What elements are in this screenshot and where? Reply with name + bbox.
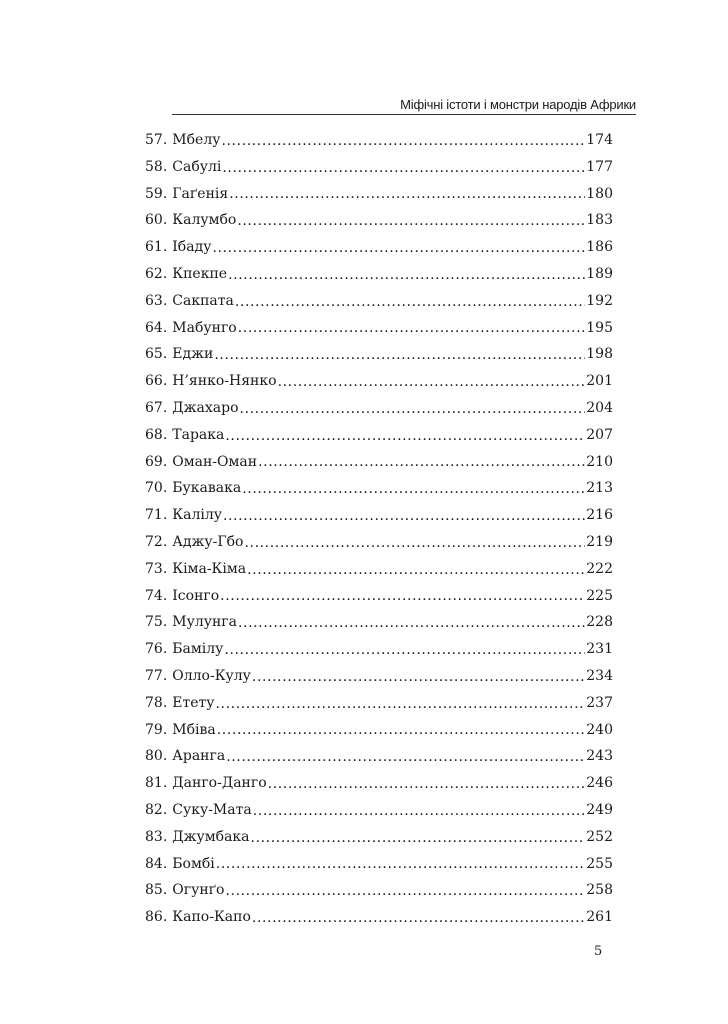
toc-entry-page: 201	[586, 373, 613, 390]
toc-entry-page: 237	[586, 694, 613, 711]
toc-dot-leader	[253, 797, 586, 824]
toc-entry-title: Олло-Кулу	[172, 667, 251, 684]
toc-entry[interactable]	[145, 288, 613, 315]
toc-entry-title: Джахаро	[172, 399, 239, 416]
toc-entry-number: 65.	[145, 346, 168, 363]
toc-dot-leader	[237, 207, 585, 234]
toc-entry-number: 62.	[145, 265, 168, 282]
toc-entry-page: 210	[586, 453, 613, 470]
toc-entry-title: Калумбо	[172, 212, 237, 229]
toc-dot-leader	[222, 154, 585, 181]
toc-dot-leader	[235, 288, 585, 315]
toc-entry-page: 240	[586, 721, 613, 738]
toc-entry-title: Ібаду	[172, 239, 212, 256]
toc-entry-page: 186	[586, 239, 613, 256]
toc-entry-number: 68.	[145, 426, 168, 443]
toc-entry-title: Еджи	[172, 346, 214, 363]
toc-entry-page: 252	[586, 828, 613, 845]
toc-entry-number: 83.	[145, 828, 168, 845]
toc-entry-page: 228	[586, 614, 613, 631]
toc-entry[interactable]	[145, 395, 613, 422]
toc-entry[interactable]	[145, 127, 613, 154]
toc-entry-number: 84.	[145, 855, 168, 872]
toc-entry-page: 243	[586, 748, 613, 765]
toc-entry-number: 73.	[145, 560, 168, 577]
running-header: Міфічні істоти і монстри народів Африки	[400, 97, 636, 112]
toc-dot-leader	[240, 395, 586, 422]
toc-dot-leader	[224, 636, 585, 663]
toc-entry-title: Мабунго	[172, 319, 237, 336]
toc-entry[interactable]	[145, 904, 613, 931]
toc-entry-number: 59.	[145, 185, 168, 202]
toc-entry-title: Капо-Капо	[172, 909, 251, 926]
toc-dot-leader	[216, 851, 585, 878]
toc-entry-title: Сакпата	[172, 292, 234, 309]
toc-dot-leader	[247, 556, 585, 583]
toc-entry-page: 222	[586, 560, 613, 577]
toc-entry-number: 69.	[145, 453, 168, 470]
toc-dot-leader	[221, 127, 585, 154]
table-of-contents	[145, 127, 613, 931]
toc-entry-number: 60.	[145, 212, 168, 229]
toc-entry[interactable]	[145, 636, 613, 663]
toc-entry-title: Аранга	[172, 748, 226, 765]
toc-entry[interactable]	[145, 583, 613, 610]
toc-entry[interactable]	[145, 529, 613, 556]
toc-dot-leader	[214, 341, 585, 368]
toc-entry-page: 183	[586, 212, 613, 229]
toc-dot-leader	[229, 181, 585, 208]
toc-dot-leader	[268, 770, 586, 797]
toc-entry[interactable]	[145, 207, 613, 234]
toc-dot-leader	[225, 877, 585, 904]
toc-entry-page: 231	[586, 641, 613, 658]
toc-entry-page: 198	[586, 346, 613, 363]
toc-entry[interactable]	[145, 877, 613, 904]
toc-entry-page: 213	[586, 480, 613, 497]
toc-entry-page: 195	[586, 319, 613, 336]
toc-entry[interactable]	[145, 234, 613, 261]
toc-entry-title: Оман-Оман	[172, 453, 258, 470]
toc-dot-leader	[238, 609, 585, 636]
toc-entry-number: 63.	[145, 292, 168, 309]
toc-entry-title: Етету	[172, 694, 215, 711]
toc-entry[interactable]	[145, 154, 613, 181]
toc-entry-number: 77.	[145, 667, 168, 684]
toc-dot-leader	[226, 743, 585, 770]
toc-entry-number: 64.	[145, 319, 168, 336]
toc-entry-number: 58.	[145, 158, 168, 175]
toc-entry-number: 75.	[145, 614, 168, 631]
toc-entry-number: 57.	[145, 132, 168, 148]
toc-entry-title: Ісонго	[172, 587, 220, 604]
toc-entry-title: Огунґо	[172, 882, 225, 899]
toc-entry-number: 61.	[145, 239, 168, 256]
toc-entry-title: Мбіва	[172, 721, 216, 738]
toc-entry-title: Калілу	[172, 507, 222, 524]
toc-entry-title: Кіма-Кіма	[172, 560, 247, 577]
toc-entry-page: 249	[586, 801, 613, 818]
toc-dot-leader	[278, 368, 586, 395]
toc-entry[interactable]	[145, 690, 613, 717]
toc-entry-number: 74.	[145, 587, 168, 604]
toc-entry[interactable]	[145, 341, 613, 368]
toc-dot-leader	[251, 824, 586, 851]
toc-entry-number: 82.	[145, 801, 168, 818]
toc-dot-leader	[212, 234, 585, 261]
toc-entry-page: 234	[586, 667, 613, 684]
toc-entry-number: 79.	[145, 721, 168, 738]
toc-entry-page: 216	[586, 507, 613, 524]
toc-entry-number: 78.	[145, 694, 168, 711]
toc-entry-number: 72.	[145, 533, 168, 550]
toc-entry-title: Кпекпе	[172, 265, 228, 282]
toc-entry[interactable]	[145, 770, 613, 797]
toc-entry-number: 71.	[145, 507, 168, 524]
toc-dot-leader	[238, 315, 586, 342]
toc-entry-number: 80.	[145, 748, 168, 765]
toc-entry-title: Сабулі	[172, 158, 222, 175]
toc-entry-title: Букавака	[172, 480, 242, 497]
toc-dot-leader	[252, 663, 585, 690]
toc-dot-leader	[223, 502, 585, 529]
toc-entry-number: 66.	[145, 373, 168, 390]
page-number: 5	[594, 944, 603, 959]
toc-entry-page: 219	[586, 533, 613, 550]
toc-entry-title: Суку-Мата	[172, 801, 252, 818]
toc-dot-leader	[244, 529, 585, 556]
toc-entry-page: 177	[586, 158, 613, 175]
toc-dot-leader	[225, 422, 585, 449]
toc-entry[interactable]	[145, 851, 613, 878]
toc-entry[interactable]	[145, 181, 613, 208]
toc-entry[interactable]	[145, 261, 613, 288]
toc-dot-leader	[220, 583, 585, 610]
toc-entry-title: Мбелу	[172, 132, 221, 148]
toc-entry-page: 204	[586, 399, 613, 416]
toc-entry[interactable]	[145, 422, 613, 449]
toc-entry-page: 174	[586, 132, 613, 148]
toc-dot-leader	[242, 475, 585, 502]
toc-entry-title: Данго-Данго	[172, 775, 267, 792]
toc-entry[interactable]	[145, 797, 613, 824]
toc-entry-title: Джумбака	[172, 828, 250, 845]
toc-entry-page: 246	[586, 775, 613, 792]
toc-entry-title: Аджу-Гбо	[172, 533, 244, 550]
toc-entry-page: 207	[586, 426, 613, 443]
toc-entry[interactable]	[145, 449, 613, 476]
toc-entry[interactable]	[145, 556, 613, 583]
toc-entry-page: 261	[586, 909, 613, 926]
toc-entry-title: Бомбі	[172, 855, 215, 872]
toc-entry-number: 86.	[145, 909, 168, 926]
toc-entry-page: 255	[586, 855, 613, 872]
toc-dot-leader	[216, 690, 586, 717]
toc-entry-title: Гаґенія	[172, 185, 229, 202]
toc-entry-number: 70.	[145, 480, 168, 497]
toc-entry-page: 180	[586, 185, 613, 202]
toc-entry[interactable]	[145, 502, 613, 529]
toc-entry-title: Тарака	[172, 426, 225, 443]
header-rule	[172, 114, 636, 115]
toc-entry-title: Мулунга	[172, 614, 237, 631]
toc-entry-page: 189	[586, 265, 613, 282]
toc-entry[interactable]	[145, 824, 613, 851]
toc-entry-page: 225	[586, 587, 613, 604]
toc-entry-title: Бамілу	[172, 641, 224, 658]
toc-entry-number: 67.	[145, 399, 168, 416]
toc-dot-leader	[217, 717, 586, 744]
toc-entry[interactable]	[145, 717, 613, 744]
toc-dot-leader	[252, 904, 585, 931]
toc-entry[interactable]	[145, 609, 613, 636]
toc-entry-number: 85.	[145, 882, 168, 899]
toc-entry[interactable]	[145, 368, 613, 395]
toc-entry[interactable]	[145, 315, 613, 342]
toc-entry[interactable]	[145, 663, 613, 690]
toc-entry[interactable]	[145, 743, 613, 770]
toc-entry-page: 192	[586, 292, 613, 309]
toc-dot-leader	[258, 449, 585, 476]
toc-entry-number: 76.	[145, 641, 168, 658]
toc-entry[interactable]	[145, 475, 613, 502]
toc-entry-page: 258	[586, 882, 613, 899]
toc-entry-title: Н’янко-Нянко	[172, 373, 277, 390]
toc-dot-leader	[228, 261, 585, 288]
toc-entry-number: 81.	[145, 775, 168, 792]
